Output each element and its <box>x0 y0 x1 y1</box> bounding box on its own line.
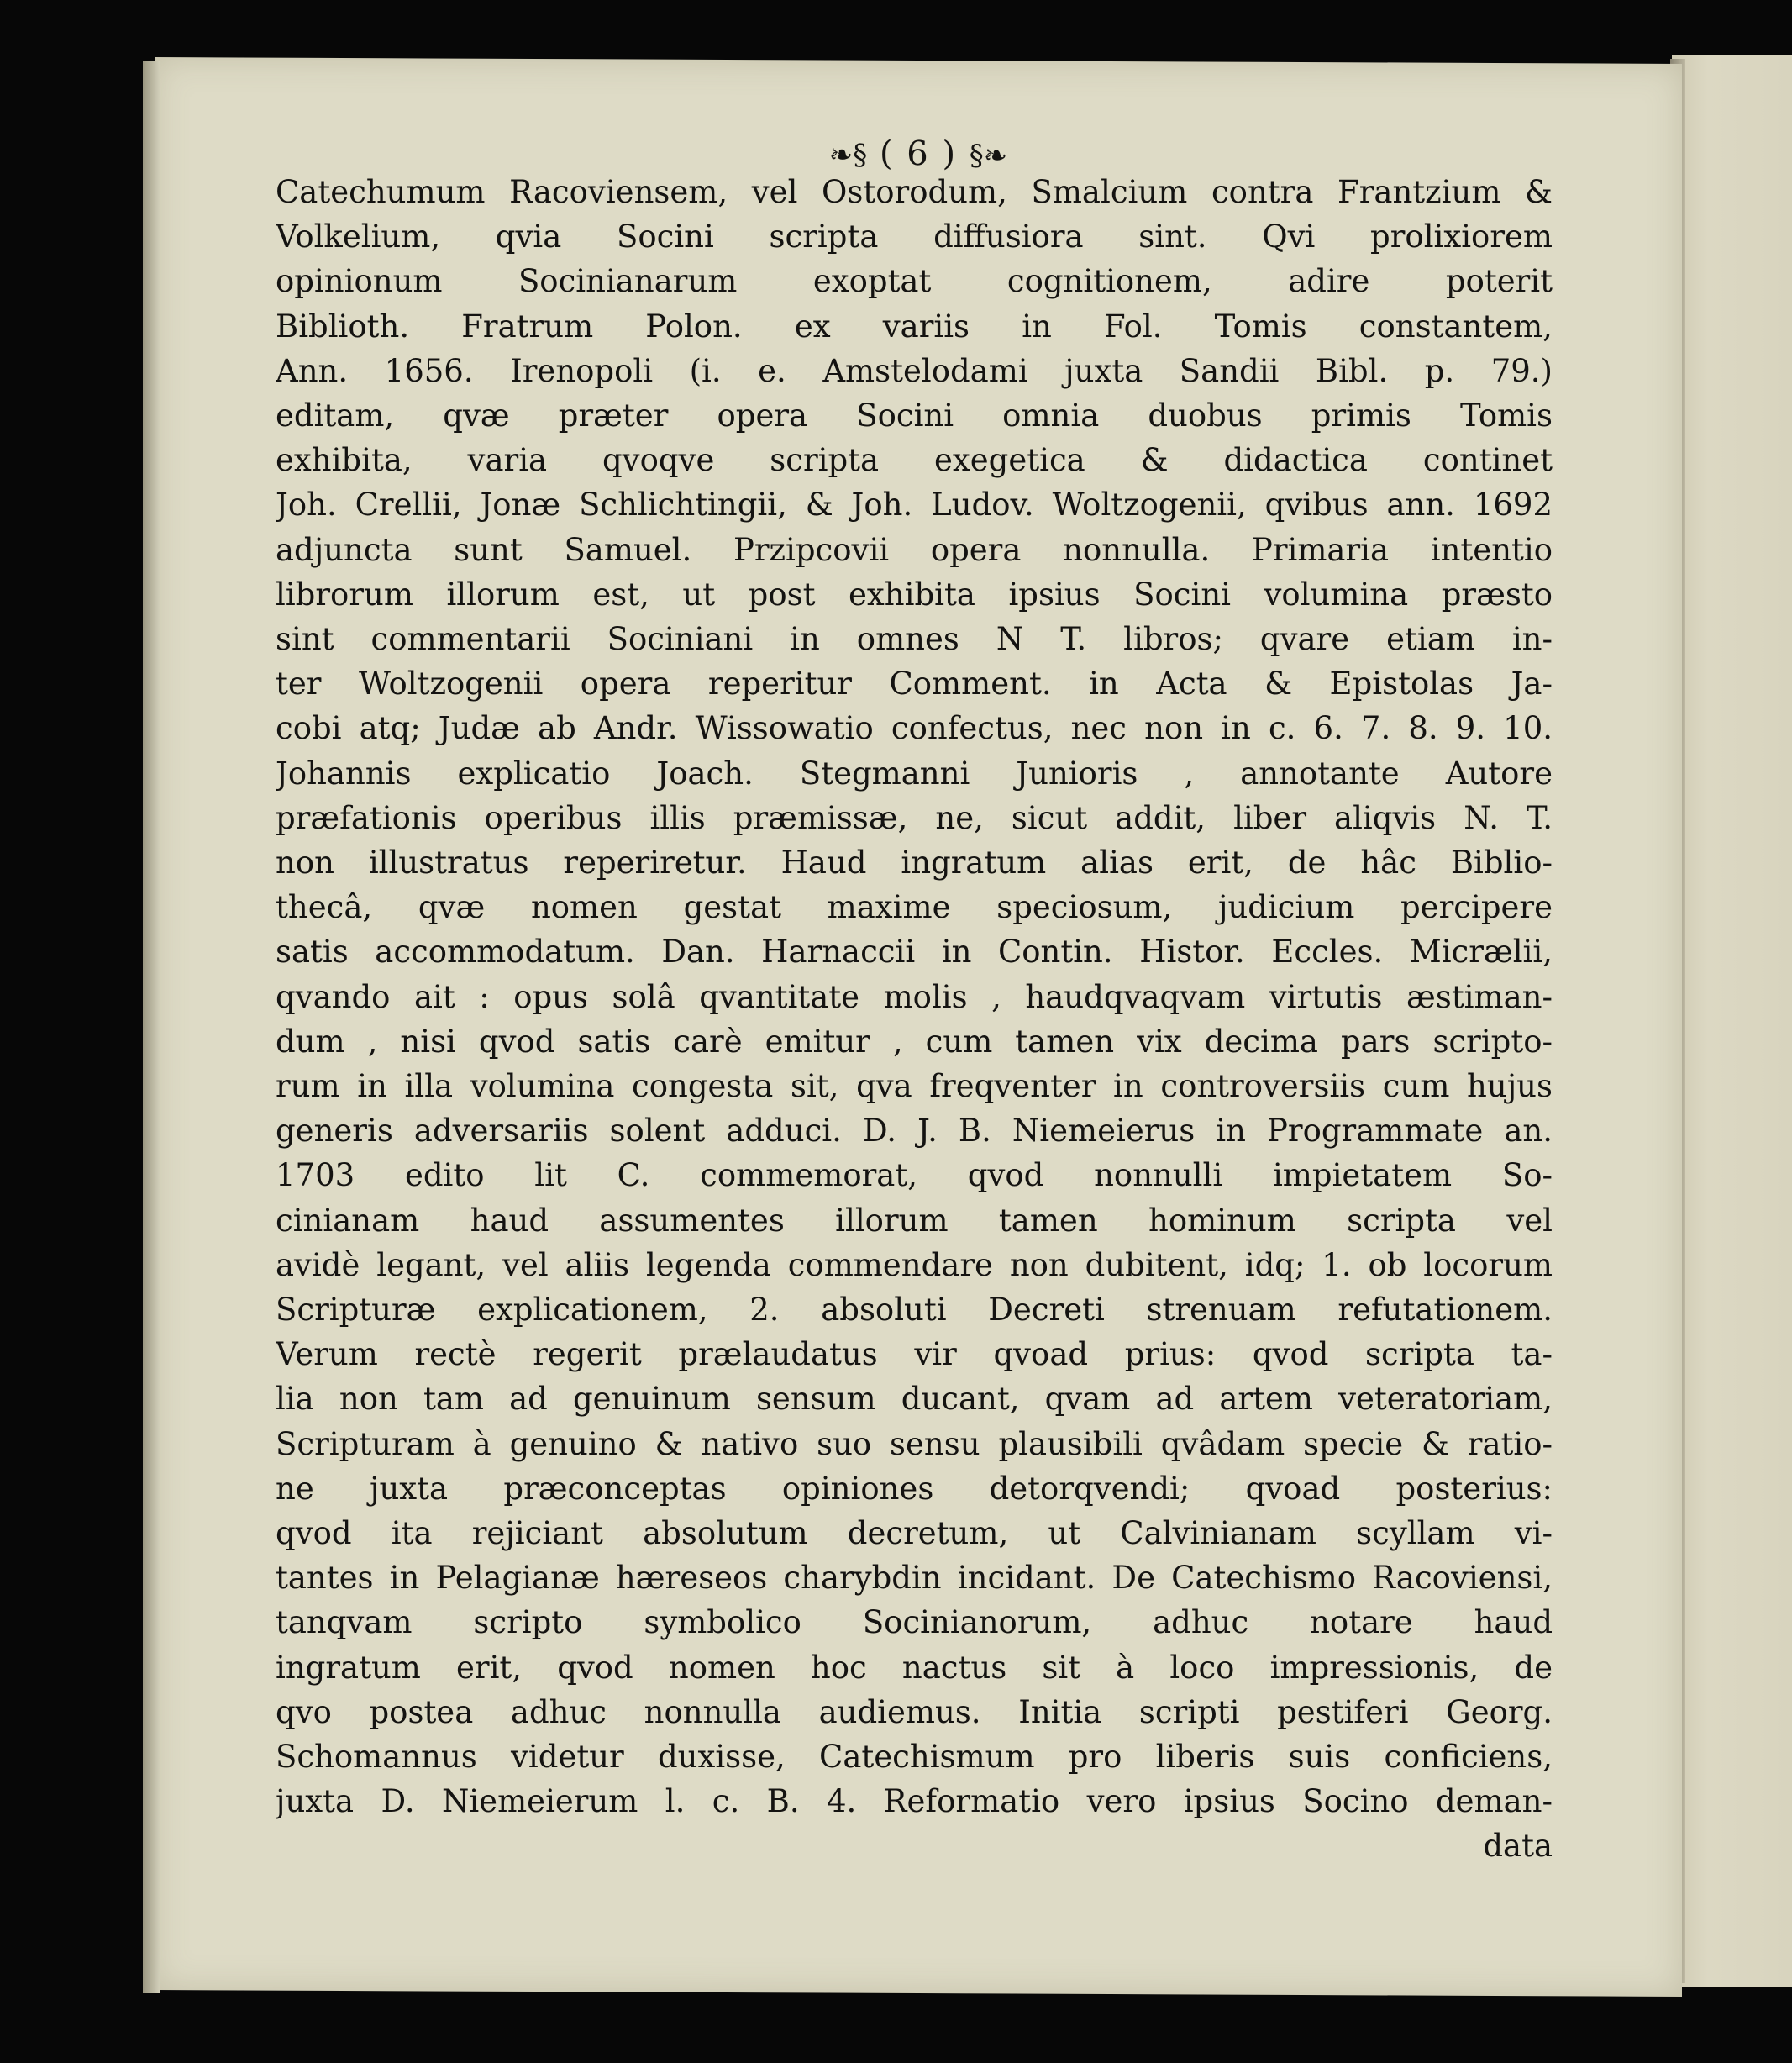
text-line: sint commentarii Sociniani in omnes N T. libros; qvare etiam in- <box>276 621 1553 657</box>
text-line: ter Woltzogenii opera reperitur Comment. in Acta & Epistolas Ja- <box>276 666 1553 702</box>
page-header <box>155 131 1682 176</box>
text-line: Schomannus videtur duxisse, Catechismum pro liberis suis conficiens, <box>276 1739 1553 1775</box>
text-line: dum , nisi qvod satis carè emitur , cum tamen vix decima pars scripto- <box>276 1024 1553 1060</box>
text-line: Scripturam à genuino & nativo suo sensu plausibili qvâdam specie & ratio- <box>276 1426 1553 1462</box>
header-ornament-right: §❧ <box>969 139 1008 173</box>
text-line: rum in illa volumina congesta sit, qva freqventer in controversiis cum hujus <box>276 1068 1553 1104</box>
text-line: Volkelium, qvia Socini scripta diffusiora sint. Qvi prolixiorem <box>276 218 1553 255</box>
text-line: tanqvam scripto symbolico Socinianorum, adhuc notare haud <box>276 1604 1553 1640</box>
text-line: cobi atq; Judæ ab Andr. Wissowatio confectus, nec non in c. 6. 7. 8. 9. 10. <box>276 710 1553 746</box>
text-line: lia non tam ad genuinum sensum ducant, qvam ad artem veteratoriam, <box>276 1381 1553 1417</box>
text-line: data <box>1483 1828 1553 1864</box>
page-number: ( 6 ) <box>879 134 958 174</box>
text-line: Johannis explicatio Joach. Stegmanni Junioris , annotante Autore <box>276 755 1553 792</box>
text-line: librorum illorum est, ut post exhibita ipsius Socini volumina præsto <box>276 576 1553 613</box>
text-line: ne juxta præconceptas opiniones detorqvendi; qvoad posterius: <box>276 1471 1553 1507</box>
text-line: cinianam haud assumentes illorum tamen hominum scripta vel <box>276 1203 1553 1239</box>
text-line: juxta D. Niemeierum l. c. B. 4. Reformatio vero ipsius Socino deman- <box>276 1783 1553 1819</box>
text-line: Catechumum Racoviensem, vel Ostorodum, Smalcium contra Frantzium & <box>276 174 1553 210</box>
header-ornament-left: ❧§ <box>828 138 868 172</box>
text-line: ingratum erit, qvod nomen hoc nactus sit à loco impressionis, de <box>276 1650 1553 1686</box>
text-line: qvod ita rejiciant absolutum decretum, ut Calvinianam scyllam vi- <box>276 1515 1553 1551</box>
facing-page-edge <box>1672 55 1792 1987</box>
text-line: qvando ait : opus solâ qvantitate molis , haudqvaqvam virtutis æstiman- <box>276 979 1553 1015</box>
text-line: generis adversariis solent adduci. D. J. B. Niemeierus in Programmate an. <box>276 1113 1553 1149</box>
text-line: thecâ, qvæ nomen gestat maxime speciosum, judicium percipere <box>276 889 1553 925</box>
text-line: Ann. 1656. Irenopoli (i. e. Amstelodami juxta Sandii Bibl. p. 79.) <box>276 353 1553 389</box>
text-line: opinionum Socinianarum exoptat cognitionem, adire poterit <box>276 263 1553 299</box>
text-line: non illustratus reperiretur. Haud ingratum alias erit, de hâc Biblio- <box>276 845 1553 881</box>
text-line: Verum rectè regerit prælaudatus vir qvoad prius: qvod scripta ta- <box>276 1336 1553 1372</box>
text-line: tantes in Pelagianæ hæreseos charybdin incidant. De Catechismo Racoviensi, <box>276 1560 1553 1596</box>
text-line: Scripturæ explicationem, 2. absoluti Decreti strenuam refutationem. <box>276 1292 1553 1328</box>
text-line: editam, qvæ præter opera Socini omnia duobus primis Tomis <box>276 397 1553 434</box>
text-line: avidè legant, vel aliis legenda commendare non dubitent, idq; 1. ob locorum <box>276 1247 1553 1283</box>
text-line: Biblioth. Fratrum Polon. ex variis in Fol. Tomis constantem, <box>276 308 1553 345</box>
body-text <box>276 172 1553 1864</box>
text-line: adjuncta sunt Samuel. Przipcovii opera nonnulla. Primaria intentio <box>276 532 1553 568</box>
text-line: præfationis operibus illis præmissæ, ne, sicut addit, liber aliqvis N. T. <box>276 800 1553 836</box>
text-line: qvo postea adhuc nonnulla audiemus. Initia scripti pestiferi Georg. <box>276 1694 1553 1730</box>
text-line: satis accommodatum. Dan. Harnaccii in Contin. Histor. Eccles. Micrælii, <box>276 934 1553 970</box>
text-line: Joh. Crellii, Jonæ Schlichtingii, & Joh. Ludov. Woltzogenii, qvibus ann. 1692 <box>276 487 1553 523</box>
text-line: 1703 edito lit C. commemorat, qvod nonnulli impietatem So- <box>276 1157 1553 1193</box>
text-line: exhibita, varia qvoqve scripta exegetica & didactica continet <box>276 442 1553 478</box>
